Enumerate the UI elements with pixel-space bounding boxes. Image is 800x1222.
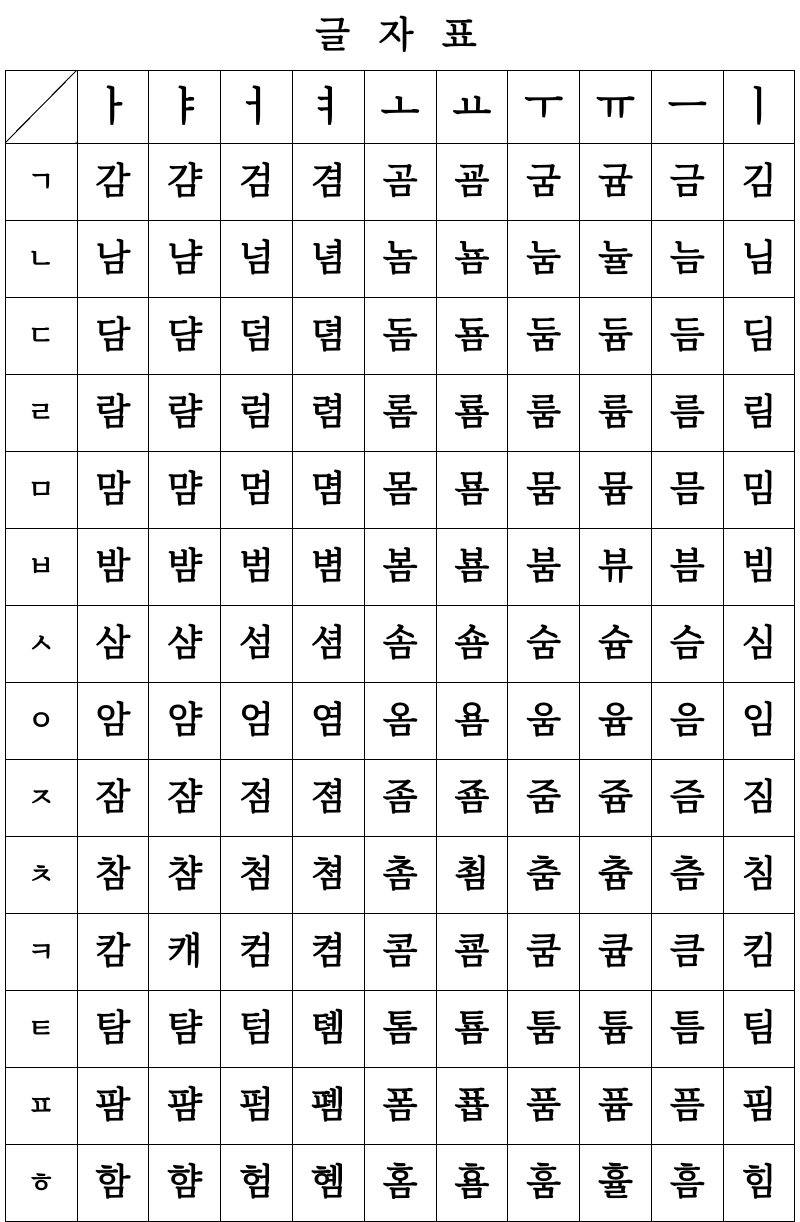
syllable-cell: 좀	[364, 759, 436, 836]
syllable-cell: 뵴	[436, 528, 508, 605]
syllable-cell: 심	[723, 605, 795, 682]
syllable-cell: 턈	[149, 990, 221, 1067]
syllable-cell: 핌	[723, 1067, 795, 1144]
syllable-cell: 남	[77, 220, 149, 297]
consonant-header-11: ㅌ	[5, 990, 77, 1067]
syllable-cell: 묨	[436, 451, 508, 528]
syllable-cell: 쳠	[292, 836, 364, 913]
syllable-cell: 툠	[436, 990, 508, 1067]
syllable-cell: 음	[651, 682, 723, 759]
syllable-cell: 뮴	[580, 451, 652, 528]
syllable-cell: 맘	[77, 451, 149, 528]
syllable-cell: 촘	[364, 836, 436, 913]
syllable-cell: 뇸	[436, 220, 508, 297]
syllable-cell: 챰	[149, 836, 221, 913]
syllable-cell: 럄	[149, 374, 221, 451]
syllable-cell: 범	[221, 528, 293, 605]
syllable-cell: 삼	[77, 605, 149, 682]
syllable-cell: 람	[77, 374, 149, 451]
syllable-cell: 슴	[651, 605, 723, 682]
corner-cell-diagonal	[5, 70, 77, 143]
syllable-cell: 큠	[580, 913, 652, 990]
syllable-cell: 험	[221, 1144, 293, 1221]
vowel-header-8: ㅡ	[651, 70, 723, 143]
consonant-header-1: ㄴ	[5, 220, 77, 297]
syllable-cell: 탐	[77, 990, 149, 1067]
syllable-cell: 슘	[580, 605, 652, 682]
syllable-cell: 즘	[651, 759, 723, 836]
syllable-cell: 움	[508, 682, 580, 759]
syllable-cell: 옴	[364, 682, 436, 759]
syllable-cell: 늠	[651, 220, 723, 297]
syllable-cell: 엄	[221, 682, 293, 759]
syllable-cell: 빔	[723, 528, 795, 605]
syllable-cell: 윰	[580, 682, 652, 759]
syllable-cell: 퓸	[580, 1067, 652, 1144]
syllable-cell: 넘	[221, 220, 293, 297]
syllable-cell: 둄	[436, 297, 508, 374]
table-row	[5, 759, 795, 836]
syllable-cell: 룸	[508, 374, 580, 451]
syllable-cell: 혬	[292, 1144, 364, 1221]
consonant-header-10: ㅋ	[5, 913, 77, 990]
syllable-cell: 폠	[292, 1067, 364, 1144]
syllable-cell: 댬	[149, 297, 221, 374]
syllable-cell: 룜	[436, 374, 508, 451]
syllable-cell: 염	[292, 682, 364, 759]
syllable-cell: 럼	[221, 374, 293, 451]
syllable-cell: 볌	[292, 528, 364, 605]
vowel-header-3: ㅕ	[292, 70, 364, 143]
syllable-cell: 휼	[580, 1144, 652, 1221]
syllable-cell: 켬	[292, 913, 364, 990]
syllable-cell: 뎜	[292, 297, 364, 374]
syllable-cell: 튬	[580, 990, 652, 1067]
table-body	[5, 143, 795, 1221]
syllable-cell: 킴	[723, 913, 795, 990]
syllable-cell: 펌	[221, 1067, 293, 1144]
syllable-table	[5, 70, 796, 1222]
syllable-cell: 첨	[221, 836, 293, 913]
syllable-cell: 점	[221, 759, 293, 836]
syllable-cell: 틈	[651, 990, 723, 1067]
vowel-header-9: ㅣ	[723, 70, 795, 143]
consonant-header-4: ㅁ	[5, 451, 77, 528]
syllable-cell: 념	[292, 220, 364, 297]
table-row	[5, 220, 795, 297]
syllable-cell: 팜	[77, 1067, 149, 1144]
table-row	[5, 297, 795, 374]
syllable-cell: 둠	[508, 297, 580, 374]
table-row	[5, 451, 795, 528]
syllable-cell: 금	[651, 143, 723, 220]
syllable-cell: 톰	[364, 990, 436, 1067]
syllable-cell: 걈	[149, 143, 221, 220]
syllable-cell: 쵬	[436, 836, 508, 913]
syllable-cell: 툼	[508, 990, 580, 1067]
consonant-header-6: ㅅ	[5, 605, 77, 682]
syllable-cell: 쿔	[436, 913, 508, 990]
syllable-cell: 밈	[723, 451, 795, 528]
syllable-cell: 훔	[508, 1144, 580, 1221]
syllable-cell: 횸	[436, 1144, 508, 1221]
syllable-cell: 큼	[651, 913, 723, 990]
syllable-cell: 림	[723, 374, 795, 451]
syllable-cell: 죰	[436, 759, 508, 836]
consonant-header-12: ㅍ	[5, 1067, 77, 1144]
syllable-cell: 임	[723, 682, 795, 759]
syllable-cell: 굼	[508, 143, 580, 220]
syllable-cell: 샴	[149, 605, 221, 682]
syllable-cell: 섬	[221, 605, 293, 682]
vowel-header-4: ㅗ	[364, 70, 436, 143]
syllable-cell: 컈	[149, 913, 221, 990]
vowel-header-1: ㅑ	[149, 70, 221, 143]
syllable-cell: 름	[651, 374, 723, 451]
syllable-cell: 캄	[77, 913, 149, 990]
vowel-header-2: ㅓ	[221, 70, 293, 143]
syllable-cell: 덤	[221, 297, 293, 374]
syllable-cell: 힘	[723, 1144, 795, 1221]
syllable-cell: 품	[508, 1067, 580, 1144]
syllable-cell: 밤	[77, 528, 149, 605]
syllable-cell: 먐	[149, 451, 221, 528]
syllable-cell: 믐	[651, 451, 723, 528]
syllable-cell: 숌	[436, 605, 508, 682]
syllable-cell: 몀	[292, 451, 364, 528]
vowel-header-6: ㅜ	[508, 70, 580, 143]
vowel-header-0: ㅏ	[77, 70, 149, 143]
syllable-cell: 곰	[364, 143, 436, 220]
syllable-cell: 퍔	[149, 1067, 221, 1144]
table-row	[5, 605, 795, 682]
vowel-header-5: ㅛ	[436, 70, 508, 143]
syllable-cell: 렴	[292, 374, 364, 451]
consonant-header-7: ㅇ	[5, 682, 77, 759]
syllable-cell: 담	[77, 297, 149, 374]
syllable-cell: 콤	[364, 913, 436, 990]
syllable-cell: 감	[77, 143, 149, 220]
syllable-cell: 멈	[221, 451, 293, 528]
syllable-cell: 뷰	[580, 528, 652, 605]
syllable-cell: 륨	[580, 374, 652, 451]
syllable-cell: 흠	[651, 1144, 723, 1221]
syllable-cell: 솜	[364, 605, 436, 682]
syllable-cell: 텀	[221, 990, 293, 1067]
syllable-cell: 굠	[436, 143, 508, 220]
table-head	[5, 70, 795, 143]
syllable-cell: 톔	[292, 990, 364, 1067]
syllable-cell: 얌	[149, 682, 221, 759]
syllable-cell: 쥼	[580, 759, 652, 836]
syllable-cell: 폼	[364, 1067, 436, 1144]
syllable-cell: 츔	[580, 836, 652, 913]
syllable-cell: 숨	[508, 605, 580, 682]
syllable-cell: 봄	[364, 528, 436, 605]
syllable-cell: 홈	[364, 1144, 436, 1221]
syllable-cell: 잠	[77, 759, 149, 836]
syllable-cell: 졈	[292, 759, 364, 836]
syllable-cell: 쿰	[508, 913, 580, 990]
consonant-header-13: ㅎ	[5, 1144, 77, 1221]
syllable-cell: 냠	[149, 220, 221, 297]
syllable-cell: 븜	[651, 528, 723, 605]
syllable-cell: 님	[723, 220, 795, 297]
syllable-cell: 셤	[292, 605, 364, 682]
syllable-cell: 팀	[723, 990, 795, 1067]
table-row	[5, 1144, 795, 1221]
syllable-cell: 컴	[221, 913, 293, 990]
vowel-header-7: ㅠ	[580, 70, 652, 143]
consonant-header-5: ㅂ	[5, 528, 77, 605]
syllable-cell: 김	[723, 143, 795, 220]
syllable-cell: 뭄	[508, 451, 580, 528]
syllable-cell: 줌	[508, 759, 580, 836]
table-row	[5, 528, 795, 605]
syllable-cell: 짐	[723, 759, 795, 836]
consonant-header-9: ㅊ	[5, 836, 77, 913]
syllable-cell: 겸	[292, 143, 364, 220]
header-row	[5, 70, 795, 143]
syllable-cell: 귬	[580, 143, 652, 220]
table-row	[5, 990, 795, 1067]
syllable-cell: 눔	[508, 220, 580, 297]
table-row	[5, 682, 795, 759]
syllable-cell: 침	[723, 836, 795, 913]
syllable-cell: 욤	[436, 682, 508, 759]
syllable-cell: 돔	[364, 297, 436, 374]
syllable-cell: 롬	[364, 374, 436, 451]
syllable-cell: 암	[77, 682, 149, 759]
syllable-cell: 딤	[723, 297, 795, 374]
syllable-cell: 뱜	[149, 528, 221, 605]
syllable-cell: 몸	[364, 451, 436, 528]
table-row	[5, 913, 795, 990]
syllable-cell: 참	[77, 836, 149, 913]
syllable-cell: 춤	[508, 836, 580, 913]
syllable-cell: 픔	[651, 1067, 723, 1144]
table-row	[5, 143, 795, 220]
table-row	[5, 374, 795, 451]
syllable-cell: 쟘	[149, 759, 221, 836]
consonant-header-8: ㅈ	[5, 759, 77, 836]
table-row	[5, 836, 795, 913]
syllable-cell: 듬	[651, 297, 723, 374]
table-row	[5, 1067, 795, 1144]
syllable-cell: 함	[77, 1144, 149, 1221]
syllable-cell: 검	[221, 143, 293, 220]
syllable-cell: 듐	[580, 297, 652, 374]
consonant-header-3: ㄹ	[5, 374, 77, 451]
syllable-cell: 뉼	[580, 220, 652, 297]
page-title: 글 자 표	[315, 15, 485, 56]
consonant-header-0: ㄱ	[5, 143, 77, 220]
syllable-cell: 붐	[508, 528, 580, 605]
syllable-cell: 푭	[436, 1067, 508, 1144]
syllable-cell: 츰	[651, 836, 723, 913]
syllable-cell: 햠	[149, 1144, 221, 1221]
consonant-header-2: ㄷ	[5, 297, 77, 374]
syllable-cell: 놈	[364, 220, 436, 297]
